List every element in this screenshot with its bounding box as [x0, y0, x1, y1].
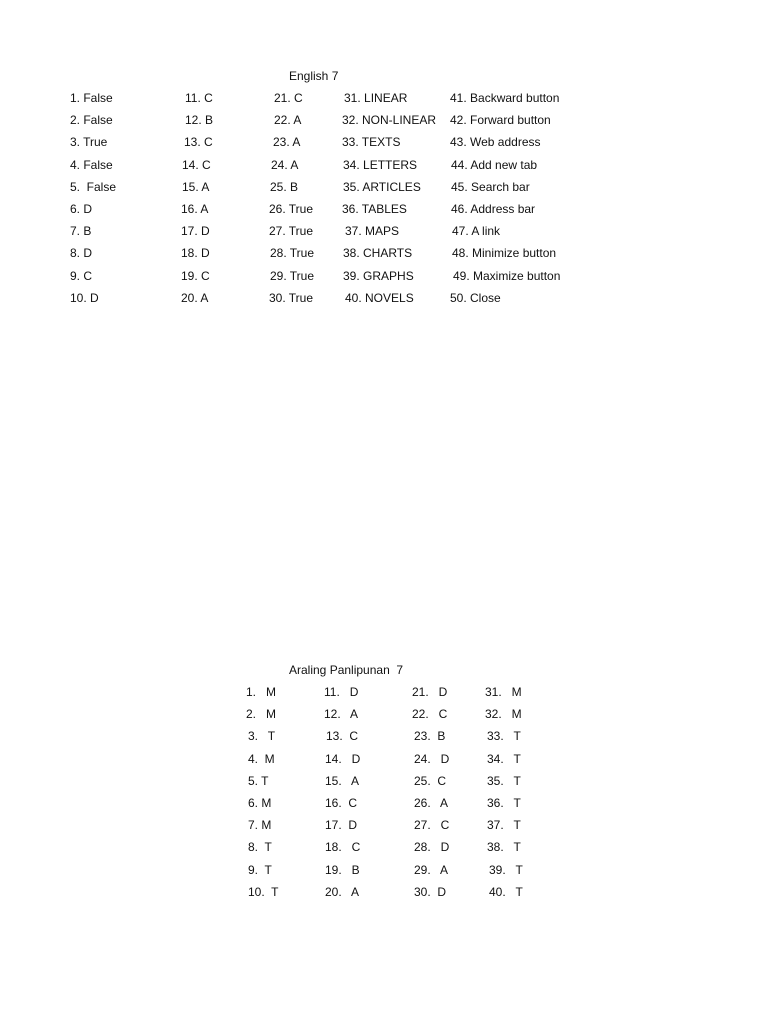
answer-item: 24. A: [271, 158, 299, 172]
answer-item: 14. C: [182, 158, 211, 172]
answer-item: 34. T: [487, 752, 521, 766]
answer-item: 7. B: [70, 224, 92, 238]
answer-item: 15. A: [182, 180, 210, 194]
answer-item: 36. TABLES: [342, 202, 407, 216]
answer-item: 1. False: [70, 91, 113, 105]
answer-item: 19. C: [181, 269, 210, 283]
answer-item: 20. A: [181, 291, 209, 305]
answer-item: 37. T: [487, 818, 521, 832]
answer-item: 39. T: [489, 863, 523, 877]
answer-item: 45. Search bar: [451, 180, 530, 194]
answer-item: 24. D: [414, 752, 450, 766]
answer-item: 42. Forward button: [450, 113, 551, 127]
answer-item: 33. T: [487, 729, 521, 743]
answer-item: 32. M: [485, 707, 522, 721]
answer-item: 23. B: [414, 729, 446, 743]
answer-item: 17. D: [325, 818, 358, 832]
answer-item: 13. C: [326, 729, 359, 743]
answer-item: 41. Backward button: [450, 91, 560, 105]
answer-item: 40. NOVELS: [345, 291, 414, 305]
answer-item: 12. B: [185, 113, 214, 127]
answer-item: 2. False: [70, 113, 113, 127]
answer-item: 6. D: [70, 202, 93, 216]
answer-item: 3. T: [248, 729, 276, 743]
answer-item: 11. C: [185, 91, 213, 105]
answer-item: 5. False: [70, 180, 117, 194]
answer-item: 25. B: [270, 180, 299, 194]
answer-item: 2. M: [246, 707, 277, 721]
answer-item: 39. GRAPHS: [343, 269, 414, 283]
answer-item: 6. M: [248, 796, 272, 810]
answer-item: 27. C: [414, 818, 450, 832]
answer-item: 10. T: [248, 885, 279, 899]
answer-item: 7. M: [248, 818, 272, 832]
answer-item: 20. A: [325, 885, 360, 899]
answer-item: 35. ARTICLES: [343, 180, 421, 194]
answer-item: 4. M: [248, 752, 275, 766]
answer-item: 26. True: [269, 202, 314, 216]
answer-item: 21. C: [274, 91, 303, 105]
answer-item: 36. T: [487, 796, 521, 810]
answer-item: 30. True: [269, 291, 314, 305]
answer-item: 29. A: [414, 863, 449, 877]
answer-item: 33. TEXTS: [342, 135, 401, 149]
answer-item: 17. D: [181, 224, 210, 238]
answer-item: 30. D: [414, 885, 447, 899]
answer-item: 27. True: [269, 224, 314, 238]
answer-item: 9. T: [248, 863, 272, 877]
answer-item: 5. T: [248, 774, 269, 788]
answer-item: 38. CHARTS: [343, 246, 413, 260]
answer-item: 25. C: [414, 774, 447, 788]
answer-item: 4. False: [70, 158, 113, 172]
answer-item: 9. C: [70, 269, 93, 283]
answer-item: 23. A: [273, 135, 301, 149]
answer-item: 21. D: [412, 685, 448, 699]
answer-item: 43. Web address: [450, 135, 541, 149]
answer-item: 46. Address bar: [451, 202, 536, 216]
answer-item: 15. A: [325, 774, 360, 788]
answer-item: 28. D: [414, 840, 450, 854]
answer-item: 31. M: [485, 685, 522, 699]
answer-item: 1. M: [246, 685, 277, 699]
answer-item: 19. B: [325, 863, 360, 877]
answer-item: 18. C: [325, 840, 361, 854]
answer-item: 22. A: [274, 113, 302, 127]
answer-item: 16. A: [181, 202, 209, 216]
answer-item: 16. C: [325, 796, 358, 810]
answer-item: 8. T: [248, 840, 272, 854]
answer-item: 49. Maximize button: [453, 269, 561, 283]
english-title: English 7: [289, 69, 339, 83]
answer-item: 28. True: [270, 246, 315, 260]
answer-item: 29. True: [270, 269, 315, 283]
answer-item: 18. D: [181, 246, 210, 260]
answer-item: 37. MAPS: [345, 224, 400, 238]
answer-item: 48. Minimize button: [452, 246, 557, 260]
answer-item: 8. D: [70, 246, 93, 260]
answer-item: 47. A link: [452, 224, 501, 238]
answer-item: 31. LINEAR: [344, 91, 408, 105]
answer-item: 14. D: [325, 752, 361, 766]
answer-item: 50. Close: [450, 291, 501, 305]
answer-item: 3. True: [70, 135, 108, 149]
answer-item: 38. T: [487, 840, 521, 854]
answer-item: 32. NON-LINEAR: [342, 113, 437, 127]
answer-item: 11. D: [324, 685, 359, 699]
araling-title: Araling Panlipunan 7: [289, 663, 404, 677]
answer-item: 22. C: [412, 707, 448, 721]
answer-item: 34. LETTERS: [343, 158, 418, 172]
answer-item: 40. T: [489, 885, 523, 899]
answer-item: 10. D: [70, 291, 99, 305]
answer-item: 13. C: [184, 135, 213, 149]
answer-item: 44. Add new tab: [451, 158, 538, 172]
answer-item: 26. A: [414, 796, 449, 810]
answer-item: 35. T: [487, 774, 521, 788]
answer-item: 12. A: [324, 707, 359, 721]
